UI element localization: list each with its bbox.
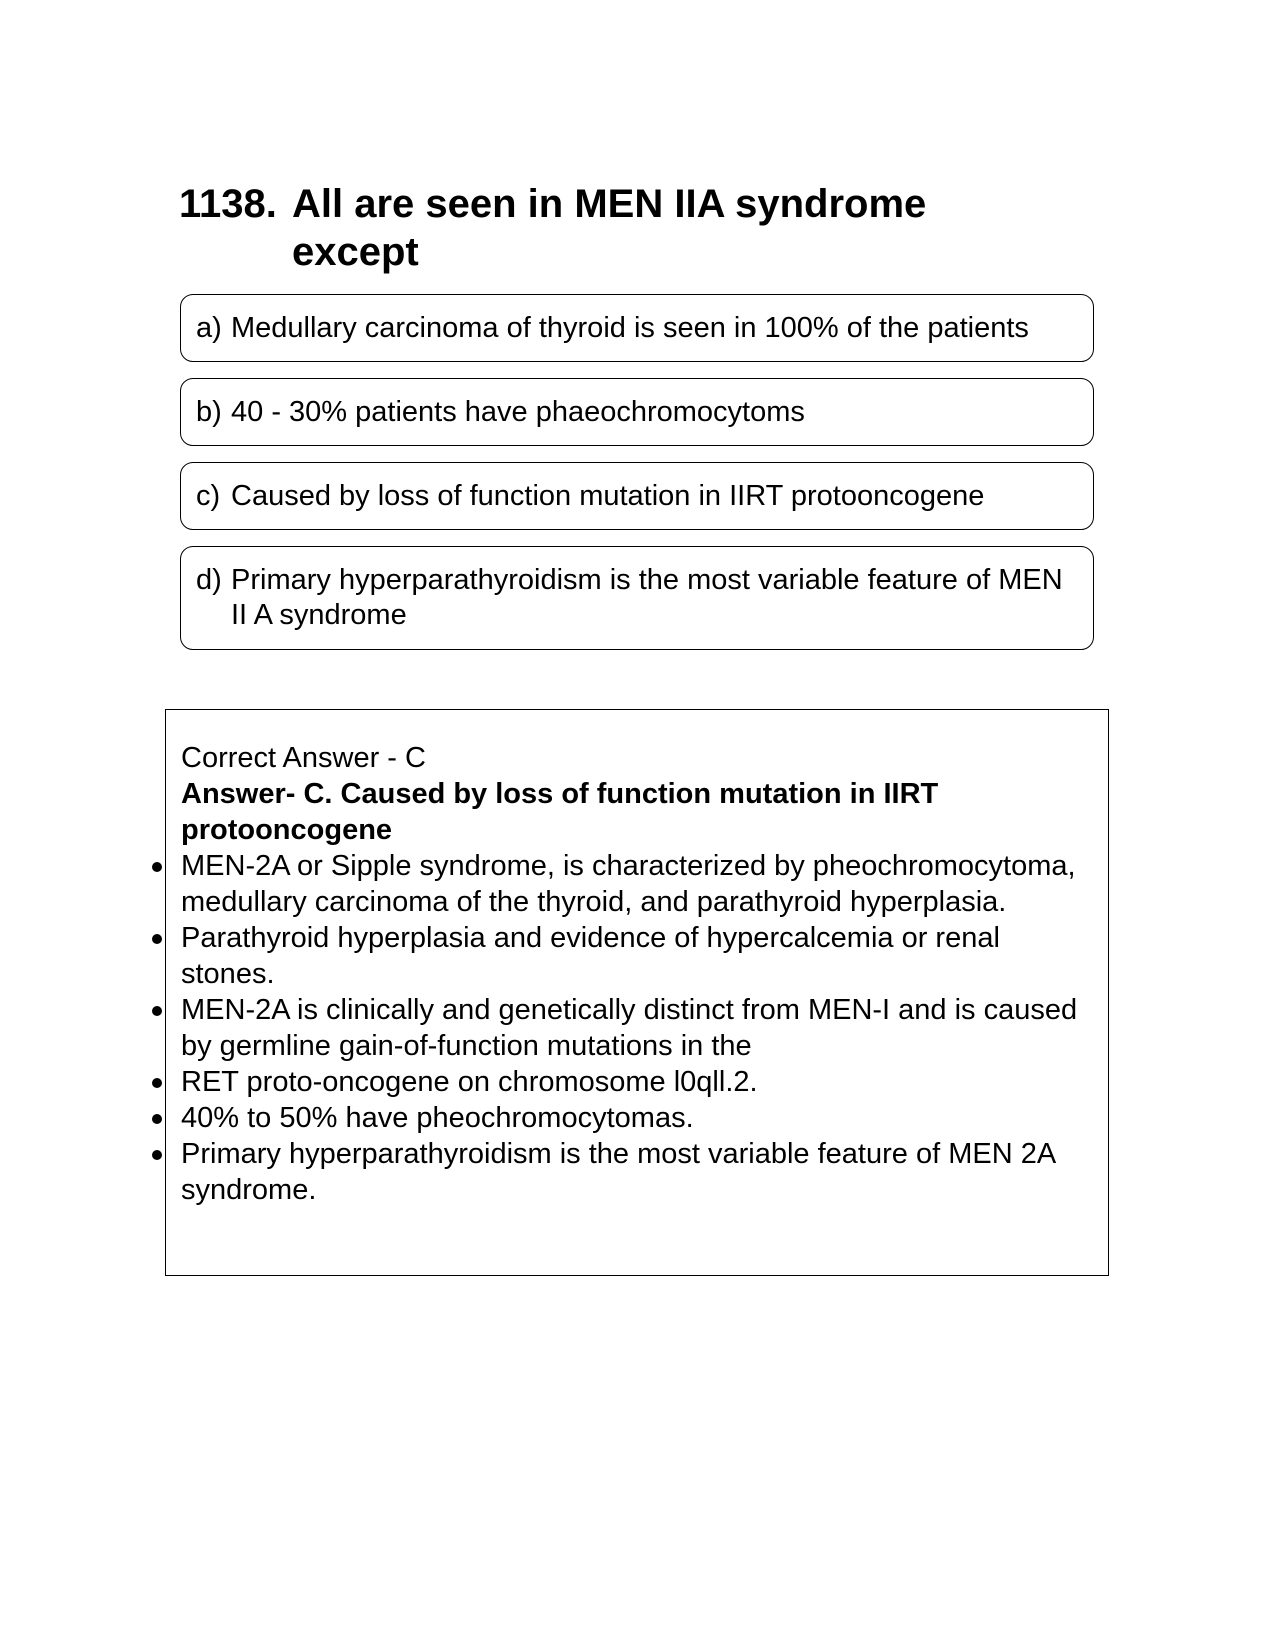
explanation-bullet: Parathyroid hyperplasia and evidence of hypercalcemia or renal stones. [181,920,1101,992]
option-letter: b) [196,396,222,428]
explanation-bullet: RET proto-oncogene on chromosome l0qll.2. [181,1064,1101,1100]
option-text: 40 - 30% patients have phaeochromocytoms [231,396,805,428]
answer-content [181,740,1101,1208]
question-number: 1138. [179,182,277,226]
option-d[interactable] [180,546,1094,650]
option-a[interactable] [180,294,1094,362]
question-heading [179,180,1059,276]
explanation-bullet: 40% to 50% have pheochromocytomas. [181,1100,1101,1136]
correct-answer-label: Correct Answer - C [181,742,426,774]
option-letter: d) [196,564,222,596]
option-c[interactable] [180,462,1094,530]
explanation-bullet: MEN-2A is clinically and genetically distinct from MEN-I and is caused by germline gain-of-function mutations in the [181,992,1101,1064]
option-text: Medullary carcinoma of thyroid is seen in 100% of the patients [231,312,1029,344]
answer-heading: Answer- C. Caused by loss of function mutation in IIRT protooncogene [181,778,939,846]
explanation-bullet: Primary hyperparathyroidism is the most variable feature of MEN 2A syndrome. [181,1136,1101,1208]
explanation-bullet: MEN-2A or Sipple syndrome, is characterized by pheochromocytoma, medullary carcinoma of the thyroid, and parathyroid hyperplasia. [181,848,1101,920]
option-b[interactable] [180,378,1094,446]
explanation-list [181,848,1101,1208]
question-text: All are seen in MEN IIA syndrome except [292,182,927,274]
option-text: Caused by loss of function mutation in IIRT protooncogene [231,480,985,512]
option-letter: c) [196,480,221,512]
option-letter: a) [196,312,222,344]
option-text: Primary hyperparathyroidism is the most variable feature of MEN II A syndrome [231,564,1063,631]
